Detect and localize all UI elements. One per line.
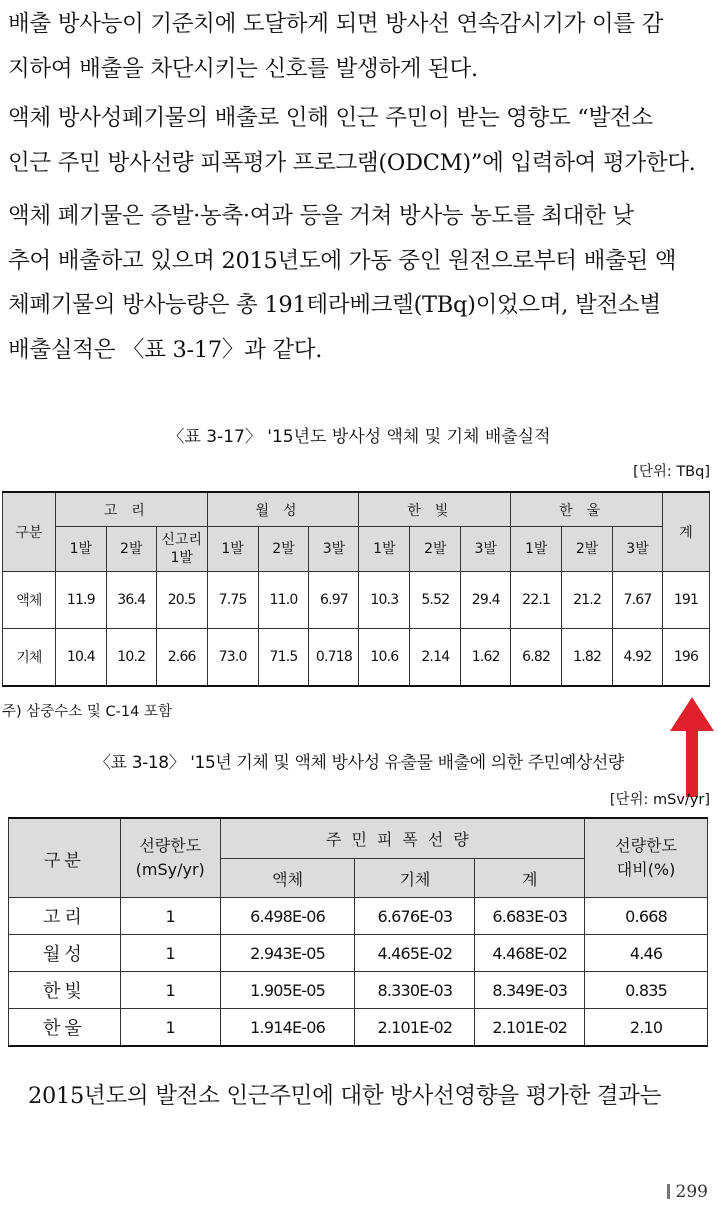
table-cell: 0.668 bbox=[585, 898, 708, 935]
table-cell: 21.2 bbox=[562, 572, 613, 629]
table-cell: 6.498E-06 bbox=[220, 898, 355, 935]
group-header: 월성 bbox=[207, 492, 359, 527]
sub-header: 3발 bbox=[309, 527, 359, 572]
table-cell: 22.1 bbox=[511, 572, 562, 629]
table-17 bbox=[2, 491, 710, 687]
sub-header: 계 bbox=[475, 859, 585, 898]
table-cell: 1.62 bbox=[461, 629, 511, 687]
group-header: 주민피폭선량 bbox=[220, 818, 584, 859]
table-cell: 2.10 bbox=[585, 1009, 708, 1047]
table-cell: 4.92 bbox=[613, 629, 663, 687]
group-header: 고리 bbox=[55, 492, 207, 527]
table-cell: 1.82 bbox=[562, 629, 613, 687]
table-cell: 6.82 bbox=[511, 629, 562, 687]
table-cell: 8.349E-03 bbox=[475, 972, 585, 1009]
group-header: 한울 bbox=[511, 492, 663, 527]
table-cell: 6.683E-03 bbox=[475, 898, 585, 935]
row-label: 액체 bbox=[3, 572, 56, 629]
table-17-unit: [단위: TBq] bbox=[633, 464, 710, 480]
row-label: 고리 bbox=[9, 898, 121, 935]
table-row bbox=[9, 898, 708, 935]
page-number-bar bbox=[667, 1184, 670, 1199]
sub-header: 3발 bbox=[613, 527, 663, 572]
header-cell: 계 bbox=[662, 492, 709, 572]
table-cell: 10.2 bbox=[106, 629, 156, 687]
table-cell: 5.52 bbox=[410, 572, 461, 629]
text-line: 액체 폐기물은 증발·농축·여과 등을 거쳐 방사능 농도를 최대한 낮 bbox=[8, 203, 634, 229]
table-cell: 6.676E-03 bbox=[355, 898, 475, 935]
paragraph-2 bbox=[8, 96, 710, 185]
sub-header: 신고리 1발 bbox=[156, 527, 207, 572]
text-line: 배출실적은 〈표 3-17〉과 같다. bbox=[8, 336, 323, 363]
table-cell: 0.835 bbox=[585, 972, 708, 1009]
table-row bbox=[9, 1009, 708, 1047]
text-line: 체폐기물의 방사능량은 총 191테라베크렐(TBq)이었으며, 발전소별 bbox=[8, 292, 661, 318]
table-cell: 2.101E-02 bbox=[355, 1009, 475, 1047]
sub-header: 2발 bbox=[410, 527, 461, 572]
header-cell: 선량한도 (mSy/yr) bbox=[120, 818, 220, 898]
row-label: 기체 bbox=[3, 629, 56, 687]
page-number bbox=[667, 1182, 708, 1202]
table-cell: 4.465E-02 bbox=[355, 935, 475, 972]
sub-header: 1발 bbox=[55, 527, 106, 572]
table-cell: 29.4 bbox=[461, 572, 511, 629]
sub-header: 2발 bbox=[258, 527, 309, 572]
table-row bbox=[3, 572, 710, 629]
table-cell: 2.943E-05 bbox=[220, 935, 355, 972]
table-cell: 4.468E-02 bbox=[475, 935, 585, 972]
table-cell: 7.75 bbox=[207, 572, 258, 629]
table-cell: 6.97 bbox=[309, 572, 359, 629]
sub-header: 기체 bbox=[355, 859, 475, 898]
paragraph-4 bbox=[28, 1074, 710, 1119]
paragraph-3 bbox=[8, 194, 710, 372]
table-cell: 36.4 bbox=[106, 572, 156, 629]
sub-header: 액체 bbox=[220, 859, 355, 898]
table-cell: 1 bbox=[120, 972, 220, 1009]
table-row bbox=[3, 629, 710, 687]
table-cell: 11.9 bbox=[55, 572, 106, 629]
row-label: 한빛 bbox=[9, 972, 121, 1009]
sub-header: 2발 bbox=[106, 527, 156, 572]
table-cell: 71.5 bbox=[258, 629, 309, 687]
table-cell: 10.6 bbox=[359, 629, 410, 687]
red-up-arrow-icon bbox=[670, 697, 714, 797]
header-cell: 선량한도 대비(%) bbox=[585, 818, 708, 898]
text-line: 인근 주민 방사선량 피폭평가 프로그램(ODCM)”에 입력하여 평가한다. bbox=[8, 149, 696, 176]
table-cell: 73.0 bbox=[207, 629, 258, 687]
header-cell: 구분 bbox=[9, 818, 121, 898]
text-line: 액체 방사성폐기물의 배출로 인해 인근 주민이 받는 영향도 “발전소 bbox=[8, 105, 653, 131]
table-cell: 7.67 bbox=[613, 572, 663, 629]
sub-header: 1발 bbox=[207, 527, 258, 572]
table-18-unit: [단위: mSv/yr] bbox=[609, 792, 710, 808]
row-label: 한울 bbox=[9, 1009, 121, 1047]
table-row bbox=[9, 935, 708, 972]
table-cell: 2.101E-02 bbox=[475, 1009, 585, 1047]
table-cell: 10.4 bbox=[55, 629, 106, 687]
table-cell: 1 bbox=[120, 1009, 220, 1047]
table-cell: 1 bbox=[120, 935, 220, 972]
table-cell: 2.66 bbox=[156, 629, 207, 687]
table-cell: 10.3 bbox=[359, 572, 410, 629]
sub-header: 2발 bbox=[562, 527, 613, 572]
row-label: 월성 bbox=[9, 935, 121, 972]
table-17-note: 주) 삼중수소 및 C-14 포함 bbox=[2, 704, 172, 720]
table-cell: 11.0 bbox=[258, 572, 309, 629]
text-line: 배출 방사능이 기준치에 도달하게 되면 방사선 연속감시기가 이를 감 bbox=[8, 11, 663, 37]
group-header: 한빛 bbox=[359, 492, 511, 527]
table-cell: 1.914E-06 bbox=[220, 1009, 355, 1047]
table-cell: 2.14 bbox=[410, 629, 461, 687]
paragraph-1 bbox=[8, 2, 710, 91]
table-17-caption: 〈표 3-17〉 '15년도 방사성 액체 및 기체 배출실적 bbox=[167, 427, 551, 447]
text-line: 지하여 배출을 차단시키는 신호를 발생하게 된다. bbox=[8, 55, 478, 82]
table-cell: 20.5 bbox=[156, 572, 207, 629]
page-number-text: 299 bbox=[675, 1182, 708, 1202]
table-cell: 0.718 bbox=[309, 629, 359, 687]
table-cell: 1.905E-05 bbox=[220, 972, 355, 1009]
table-cell: 1 bbox=[120, 898, 220, 935]
total-cell: 191 bbox=[662, 572, 709, 629]
total-cell: 196 bbox=[662, 629, 709, 687]
text-line: 추어 배출하고 있으며 2015년도에 가동 중인 원전으로부터 배출된 액 bbox=[8, 247, 677, 274]
header-cell: 구분 bbox=[3, 492, 56, 572]
table-row bbox=[9, 972, 708, 1009]
table-18-caption: 〈표 3-18〉 '15년 기체 및 액체 방사성 유출물 배출에 의한 주민예상선량 bbox=[94, 753, 624, 773]
sub-header: 1발 bbox=[359, 527, 410, 572]
sub-header: 3발 bbox=[461, 527, 511, 572]
table-cell: 8.330E-03 bbox=[355, 972, 475, 1009]
sub-header: 1발 bbox=[511, 527, 562, 572]
table-cell: 4.46 bbox=[585, 935, 708, 972]
table-18 bbox=[8, 817, 708, 1047]
text-line: 2015년도의 발전소 인근주민에 대한 방사선영향을 평가한 결과는 bbox=[28, 1083, 662, 1109]
